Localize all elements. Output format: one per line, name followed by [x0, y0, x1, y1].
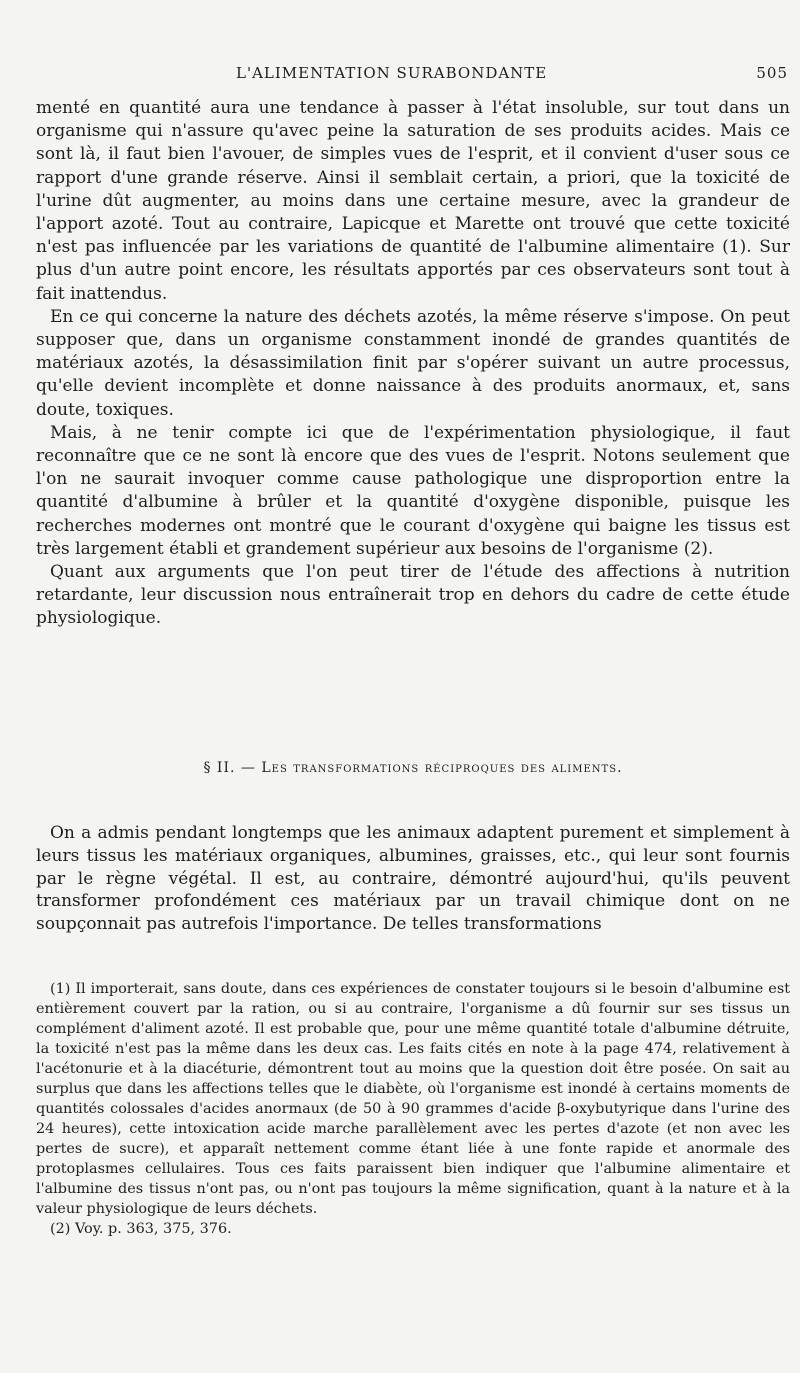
- page-number: 505: [756, 64, 788, 82]
- running-title: L'ALIMENTATION SURABONDANTE: [236, 64, 548, 82]
- footnote: (1) Il importerait, sans doute, dans ces expériences de constater toujours si le besoin d'albumine est entièrement couvert par la ration, ou si au contraire, l'organisme a dû fournir sur ses tissus un complément d'aliment azoté. Il est probable que, pour une même quantité totale d'albumine détruite, la toxicité n'est pas la même dans les deux cas. Les faits cités en note à la page 474, relativement à l'acétonurie et à la diacéturie, démontrent tout au moins que la question doit être posée. On sait au surplus que dans les affections telles que le diabète, où l'organisme est inondé à certains moments de quantités colossales d'acides anormaux (de 50 à 90 grammes d'acide β-oxybutyrique dans l'urine des 24 heures), cette intoxication acide marche parallèlement avec les pertes d'azote (et non avec les pertes de sucre), et apparaît nettement comme étant liée à une fonte rapide et anormale des protoplasmes cellulaires. Tous ces faits paraissent bien indiquer que l'albumine alimentaire et l'albumine des tissus n'ont pas, ou n'ont pas toujours la même signification, quant à la nature et à la valeur physiologique de leurs déchets.: [36, 981, 790, 1217]
- paragraph: Quant aux arguments que l'on peut tirer de l'étude des affections à nutrition retardante, leur discussion nous entraînerait trop en dehors du cadre de cette étude physiologique.: [36, 562, 790, 629]
- section-heading: [36, 760, 790, 776]
- main-text: [36, 97, 790, 631]
- paragraph: En ce qui concerne la nature des déchets azotés, la même réserve s'impose. On peut supposer que, dans un organisme constamment inondé de grandes quantités de matériaux azotés, la désassimilation finit par s'opérer suivant un autre processus, qu'elle devient incomplète et donne naissance à des produits anormaux, et, sans doute, toxiques.: [36, 306, 790, 420]
- footnote: (2) Voy. p. 363, 375, 376.: [50, 1221, 232, 1237]
- section-title: Les transformations réciproques des aliments.: [261, 760, 623, 776]
- running-header: [36, 64, 790, 88]
- paragraph: On a admis pendant longtemps que les animaux adaptent purement et simplement à leurs tissus les matériaux organiques, albumines, graisses, etc., qui leur sont fournis par le règne végétal. Il est, au contraire, démontré aujourd'hui, qu'ils peuvent transformer profondément ces matériaux par un travail chimique dont on ne soupçonnait pas autrefois l'importance. De telles transformations: [36, 823, 790, 935]
- paragraph: menté en quantité aura une tendance à passer à l'état insoluble, sur tout dans un organisme qui n'assure qu'avec peine la saturation de ses produits acides. Mais ce sont là, il faut bien l'avouer, de simples vues de l'esprit, et il convient d'user sous ce rapport d'une grande réserve. Ainsi il semblait certain, a priori, que la toxicité de l'urine dût augmenter, au moins dans une certaine mesure, avec la grandeur de l'apport azoté. Tout au contraire, Lapicque et Marette ont trouvé que cette toxicité n'est pas influencée par les variations de quantité de l'albumine alimentaire (1). Sur plus d'un autre point encore, les résultats apportés par ces observateurs sont tout à fait inattendus.: [36, 98, 790, 304]
- paragraph: Mais, à ne tenir compte ici que de l'expérimentation physiologique, il faut reconnaître que ce ne sont là encore que des vues de l'esprit. Notons seulement que l'on ne saurait invoquer comme cause pathologique une disproportion entre la quantité d'albumine à brûler et la quantité d'oxygène disponible, puisque les recherches modernes ont montré que le courant d'oxygène qui baigne les tissus est très largement établi et grandement supérieur aux besoins de l'organisme (2).: [36, 422, 790, 559]
- section-text: [36, 822, 790, 936]
- section-number: § II. —: [203, 760, 256, 776]
- footnotes: [36, 979, 790, 1239]
